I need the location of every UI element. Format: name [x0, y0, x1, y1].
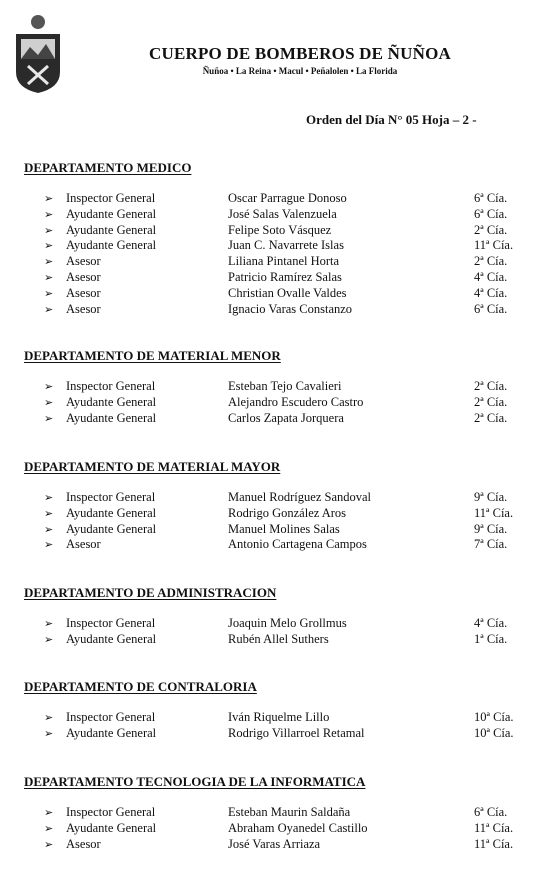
company-cell: 2ª Cía. — [474, 379, 508, 393]
name-cell: Felipe Soto Vásquez — [228, 222, 332, 237]
arrow-bullet-icon: ➢ — [44, 224, 54, 237]
table-row — [24, 537, 534, 553]
section-title: DEPARTAMENTO DE CONTRALORIA — [24, 679, 257, 694]
role-cell: Ayudante General — [66, 820, 157, 835]
name-cell: Juan C. Navarrete Islas — [228, 238, 344, 253]
role-cell: Inspector General — [66, 805, 156, 819]
name-cell: Alejandro Escudero Castro — [228, 394, 364, 409]
table-row — [24, 286, 534, 302]
section-tecnologia-informatica — [24, 774, 534, 852]
name-cell: Rodrigo Villarroel Retamal — [228, 725, 365, 740]
arrow-bullet-icon: ➢ — [44, 838, 54, 851]
role-cell: Ayudante General — [66, 505, 157, 520]
role-cell: Asesor — [66, 285, 101, 300]
table-row — [24, 379, 534, 395]
arrow-bullet-icon: ➢ — [44, 396, 54, 409]
table-row — [24, 270, 534, 286]
arrow-bullet-icon: ➢ — [44, 618, 54, 630]
section-title: DEPARTAMENTO DE MATERIAL MENOR — [24, 348, 281, 363]
company-cell: 1ª Cía. — [474, 631, 508, 646]
company-cell: 6ª Cía. — [474, 301, 508, 316]
section-contraloria — [24, 679, 534, 742]
organization-communes: Ñuñoa • La Reina • Macul • Peñalolen • La Florida — [202, 66, 398, 76]
role-cell: Asesor — [66, 537, 101, 552]
role-cell: Ayudante General — [66, 631, 157, 646]
fire-department-shield-logo — [12, 14, 64, 94]
name-cell: Antonio Cartagena Campos — [228, 537, 367, 552]
table-row — [24, 616, 534, 632]
company-cell: 11ª Cía. — [474, 836, 514, 851]
name-cell: Rodrigo González Aros — [228, 505, 347, 520]
table-row — [24, 238, 534, 254]
section-material-menor — [24, 348, 534, 426]
name-cell: José Salas Valenzuela — [228, 206, 337, 221]
company-cell: 6ª Cía. — [474, 191, 508, 205]
role-cell: Inspector General — [66, 710, 156, 724]
arrow-bullet-icon: ➢ — [44, 712, 54, 724]
arrow-bullet-icon: ➢ — [44, 822, 54, 835]
name-cell: Manuel Rodríguez Sandoval — [228, 490, 372, 504]
company-cell: 2ª Cía. — [474, 254, 508, 269]
arrow-bullet-icon: ➢ — [44, 287, 54, 300]
section-administracion — [24, 585, 534, 648]
company-cell: 11ª Cía. — [474, 505, 514, 520]
section-departamento-medico — [24, 160, 534, 317]
table-row — [24, 207, 534, 223]
role-cell: Inspector General — [66, 379, 156, 393]
table-row — [24, 191, 534, 207]
name-cell: Rubén Allel Suthers — [228, 631, 329, 646]
table-row — [24, 395, 534, 411]
table-row — [24, 302, 534, 318]
role-cell: Inspector General — [66, 490, 156, 504]
name-cell: Oscar Parrague Donoso — [228, 191, 347, 205]
section-title: DEPARTAMENTO DE MATERIAL MAYOR — [24, 459, 281, 474]
table-row — [24, 805, 534, 821]
arrow-bullet-icon: ➢ — [44, 539, 54, 552]
role-cell: Asesor — [66, 254, 101, 269]
name-cell: Christian Ovalle Valdes — [228, 285, 347, 300]
table-row — [24, 490, 534, 506]
arrow-bullet-icon: ➢ — [44, 507, 54, 520]
company-cell: 4ª Cía. — [474, 285, 508, 300]
name-cell: Carlos Zapata Jorquera — [228, 410, 344, 425]
arrow-bullet-icon: ➢ — [44, 303, 54, 316]
section-title: DEPARTAMENTO TECNOLOGIA DE LA INFORMATICA — [24, 774, 366, 789]
arrow-bullet-icon: ➢ — [44, 381, 54, 393]
table-row — [24, 506, 534, 522]
table-row — [24, 726, 534, 742]
name-cell: Liliana Pintanel Horta — [228, 254, 340, 269]
role-cell: Asesor — [66, 836, 101, 851]
order-of-day-heading: Orden del Día N° 05 Hoja – 2 - — [306, 112, 477, 127]
name-cell: Patricio Ramírez Salas — [228, 269, 342, 284]
table-row — [24, 223, 534, 239]
arrow-bullet-icon: ➢ — [44, 633, 54, 646]
table-row — [24, 632, 534, 648]
table-row — [24, 254, 534, 270]
name-cell: Esteban Maurin Saldaña — [228, 805, 351, 819]
name-cell: Joaquin Melo Grollmus — [228, 616, 347, 630]
organization-name: CUERPO DE BOMBEROS DE ÑUÑOA — [149, 44, 451, 63]
arrow-bullet-icon: ➢ — [44, 240, 54, 253]
name-cell: Esteban Tejo Cavalieri — [228, 379, 342, 393]
arrow-bullet-icon: ➢ — [44, 193, 54, 205]
company-cell: 6ª Cía. — [474, 805, 508, 819]
arrow-bullet-icon: ➢ — [44, 271, 54, 284]
company-cell: 2ª Cía. — [474, 222, 508, 237]
role-cell: Ayudante General — [66, 521, 157, 536]
arrow-bullet-icon: ➢ — [44, 412, 54, 425]
company-cell: 9ª Cía. — [474, 490, 508, 504]
section-title: DEPARTAMENTO DE ADMINISTRACION — [24, 585, 277, 600]
table-row — [24, 411, 534, 427]
role-cell: Inspector General — [66, 616, 156, 630]
company-cell: 11ª Cía. — [474, 820, 514, 835]
company-cell: 7ª Cía. — [474, 537, 508, 552]
company-cell: 2ª Cía. — [474, 394, 508, 409]
company-cell: 4ª Cía. — [474, 616, 508, 630]
company-cell: 11ª Cía. — [474, 238, 514, 253]
role-cell: Ayudante General — [66, 206, 157, 221]
arrow-bullet-icon: ➢ — [44, 256, 54, 269]
role-cell: Ayudante General — [66, 725, 157, 740]
name-cell: Manuel Molines Salas — [228, 521, 340, 536]
role-cell: Ayudante General — [66, 222, 157, 237]
role-cell: Inspector General — [66, 191, 156, 205]
section-material-mayor — [24, 459, 534, 553]
arrow-bullet-icon: ➢ — [44, 492, 54, 504]
role-cell: Ayudante General — [66, 238, 157, 253]
company-cell: 4ª Cía. — [474, 269, 508, 284]
company-cell: 10ª Cía. — [474, 725, 514, 740]
arrow-bullet-icon: ➢ — [44, 807, 54, 819]
company-cell: 10ª Cía. — [474, 710, 514, 724]
role-cell: Asesor — [66, 269, 101, 284]
role-cell: Asesor — [66, 301, 101, 316]
company-cell: 6ª Cía. — [474, 206, 508, 221]
role-cell: Ayudante General — [66, 410, 157, 425]
name-cell: Iván Riquelme Lillo — [228, 710, 330, 724]
table-row — [24, 522, 534, 538]
company-cell: 2ª Cía. — [474, 410, 508, 425]
table-row — [24, 710, 534, 726]
name-cell: Abraham Oyanedel Castillo — [228, 820, 368, 835]
role-cell: Ayudante General — [66, 394, 157, 409]
name-cell: Ignacio Varas Constanzo — [228, 301, 353, 316]
arrow-bullet-icon: ➢ — [44, 727, 54, 740]
table-row — [24, 837, 534, 853]
name-cell: José Varas Arriaza — [228, 836, 321, 851]
section-title: DEPARTAMENTO MEDICO — [24, 160, 192, 175]
arrow-bullet-icon: ➢ — [44, 523, 54, 536]
arrow-bullet-icon: ➢ — [44, 208, 54, 221]
company-cell: 9ª Cía. — [474, 521, 508, 536]
table-row — [24, 821, 534, 837]
